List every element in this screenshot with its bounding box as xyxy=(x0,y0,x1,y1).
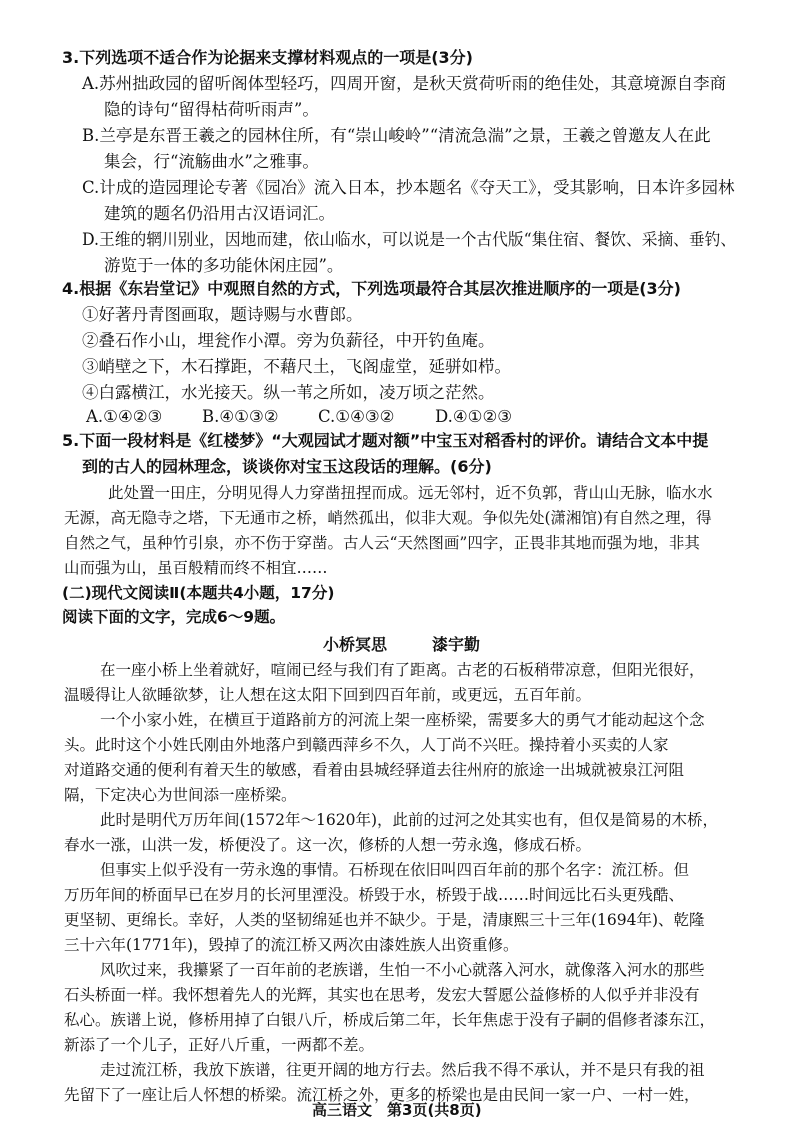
q3-option-b-line1: B.兰亭是东晋王羲之的园林住所，有“崇山峻岭”“清流急湍”之景，王羲之曾邀友人在此 xyxy=(82,126,711,145)
article-author: 漆宇勤 xyxy=(432,635,481,654)
q5-quote-line3: 自然之气，虽种竹引泉，亦不伤于穿凿。古人云“天然图画”四字，正畏非其地而强为地，非其 xyxy=(64,534,700,552)
page-footer: 高三语文 第3页(共8页) xyxy=(312,1101,482,1119)
article-line-9: 但事实上似乎没有一劳永逸的事情。石桥现在依旧叫四百年前的那个名字：流江桥。但 xyxy=(100,861,690,879)
article-line-14: 石头桥面一样。我怀想着先人的光辉，其实也在思考，发宏大誓愿公益修桥的人似乎并非没有 xyxy=(64,986,700,1004)
article-line-18: 先留下了一座让后人怀想的桥梁。流江桥之外，更多的桥梁也是由民间一家一户、一村一姓， xyxy=(64,1086,700,1104)
q5-quote-line4: 山而强为山，虽百般精而终不相宜…… xyxy=(64,559,328,577)
q4-choice-d: D.④①②③ xyxy=(435,407,513,426)
article-line-17: 走过流江桥，我放下族谱，往更开阔的地方行去。然后我不得不承认，并不是只有我的祖 xyxy=(100,1061,705,1079)
q4-choice-b: B.④①③② xyxy=(202,407,279,426)
article-line-10: 万历年间的桥面早已在岁月的长河里湮没。桥毁于水，桥毁于战……时间远比石头更残酷、 xyxy=(64,886,685,904)
q4-stem: 4.根据《东岩堂记》中观照自然的方式，下列选项最符合其层次推进顺序的一项是(3分) xyxy=(62,279,681,298)
q4-choices xyxy=(86,406,512,428)
q4-item-2: ②叠石作小山，埋瓮作小潭。旁为负薪径，中开钓鱼庵。 xyxy=(82,331,495,350)
section-instruction: 阅读下面的文字，完成6～9题。 xyxy=(62,608,286,626)
q4-item-3: ③峭壁之下，木石撑距，不藉尺土，飞阁虚堂，延骈如栉。 xyxy=(82,357,511,376)
q4-choice-a: A.①④②③ xyxy=(86,407,163,426)
article-line-2: 温暖得让人欲睡欲梦，让人想在这太阳下回到四百年前，或更远，五百年前。 xyxy=(64,686,592,704)
q3-stem: 3.下列选项不适合作为论据来支撑材料观点的一项是(3分) xyxy=(62,48,473,67)
article-line-5: 对道路交通的便利有着天生的敏感，看着由县城经驿道去往州府的旅途一出城就被泉江河阻 xyxy=(64,761,685,779)
q3-option-c-line2: 建筑的题名仍沿用古汉语词汇。 xyxy=(104,204,335,223)
article-line-3: 一个小家小姓，在横亘于道路前方的河流上架一座桥梁，需要多大的勇气才能动起这个念 xyxy=(100,711,705,729)
q3-option-d-line1: D.王维的辋川别业，因地而建，依山临水，可以说是一个古代版“集住宿、餐饮、采摘、垂钓、 xyxy=(82,230,737,249)
q4-item-4: ④白露横江，水光接天。纵一苇之所如，凌万顷之茫然。 xyxy=(82,383,495,402)
q5-stem-line1: 5.下面一段材料是《红楼梦》“大观园试才题对额”中宝玉对稻香村的评价。请结合文本中提 xyxy=(62,431,709,450)
q5-stem-line2: 到的古人的园林理念，谈谈你对宝玉这段话的理解。(6分) xyxy=(82,457,492,476)
article-line-1: 在一座小桥上坐着就好，喧闹已经与我们有了距离。古老的石板稍带凉意，但阳光很好， xyxy=(100,661,705,679)
article-line-8: 春水一涨，山洪一发，桥便没了。这一次，修桥的人想一劳永逸，修成石桥。 xyxy=(64,836,592,854)
article-line-13: 风吹过来，我攥紧了一百年前的老族谱，生怕一不小心就落入河水，就像落入河水的那些 xyxy=(100,961,705,979)
q3-option-a-line1: A.苏州拙政园的留听阁体型轻巧，四周开窗，是秋天赏荷听雨的绝佳处，其意境源自李商 xyxy=(82,74,727,93)
q3-option-b-line2: 集会，行“流觞曲水”之雅事。 xyxy=(104,152,319,171)
q3-option-d-line2: 游览于一体的多功能休闲庄园”。 xyxy=(104,256,344,275)
q4-choice-c: C.①④③② xyxy=(318,407,395,426)
section-heading: (二)现代文阅读Ⅱ(本题共4小题，17分) xyxy=(62,584,335,602)
article-line-15: 私心。族谱上说，修桥用掉了白银八斤，桥成后第二年，长年焦虑于没有子嗣的倡修者漆东江， xyxy=(64,1011,716,1029)
article-line-4: 头。此时这个小姓氏刚由外地落户到赣西萍乡不久，人丁尚不兴旺。操持着小买卖的人家 xyxy=(64,736,669,754)
article-line-12: 三十六年(1771年)，毁掉了的流江桥又两次由漆姓族人出资重修。 xyxy=(64,936,519,954)
article-line-7: 此时是明代万历年间(1572年～1620年)，此前的过河之处其实也有，但仅是简易的木桥， xyxy=(100,811,718,829)
article-title: 小桥冥思 xyxy=(323,635,388,654)
q5-quote-line1: 此处置一田庄，分明见得人力穿凿扭捏而成。远无邻村，近不负郭，背山山无脉，临水水 xyxy=(108,484,713,502)
q5-quote-line2: 无源，高无隐寺之塔，下无通市之桥，峭然孤出，似非大观。争似先处(潇湘馆)有自然之理，得 xyxy=(64,509,712,527)
q4-item-1: ①好著丹青图画取，题诗赐与水曹郎。 xyxy=(82,305,363,324)
q3-option-c-line1: C.计成的造园理论专著《园冶》流入日本，抄本题名《夺天工》，受其影响，日本许多园林 xyxy=(82,178,735,197)
article-line-11: 更坚韧、更绵长。幸好，人类的坚韧绵延也并不缺少。于是，清康熙三十三年(1694年)、乾隆 xyxy=(64,911,705,929)
article-line-16: 新添了一个儿子，正好八斤重，一两都不差。 xyxy=(64,1036,375,1054)
q3-option-a-line2: 隐的诗句“留得枯荷听雨声”。 xyxy=(104,100,319,119)
article-line-6: 隔，下定决心为世间添一座桥梁。 xyxy=(64,786,297,804)
